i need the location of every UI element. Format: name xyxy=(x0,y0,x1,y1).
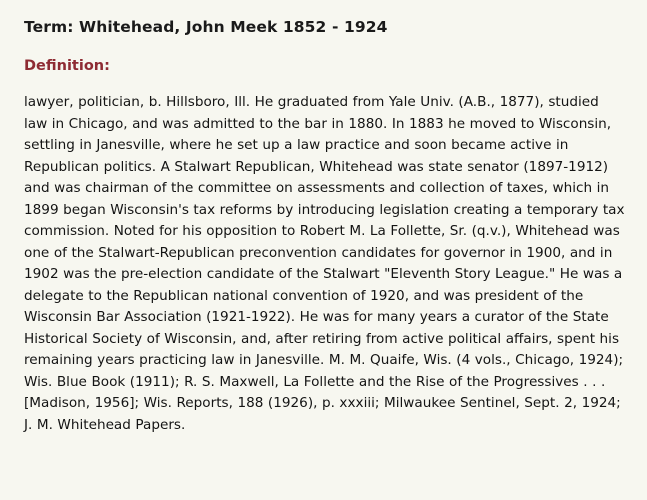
definition-text: lawyer, politician, b. Hillsboro, Ill. He graduated from Yale Univ. (A.B., 1877), studied law in Chicago, and was admitted to the bar in 1880. In 1883 he moved to Wisconsin, settling in Janesville, where he set up a law practice and soon became active in Republican politics. A Stalwart Republican, Whitehead was state senator (1897-1912) and was chairman of the committee on assessments and collection of taxes, which in 1899 began Wisconsin's tax reforms by introducing legislation creating a temporary tax commission. Noted for his opposition to Robert M. La Follette, Sr. (q.v.), Whitehead was one of the Stalwart-Republican preconvention candidates for governor in 1900, and in 1902 was the pre-election candidate of the Stalwart "Eleventh Story League." He was a delegate to the Republican national convention of 1920, and was president of the Wisconsin Bar Association (1921-1922). He was for many years a curator of the State Historical Society of Wisconsin, and, after retiring from active political affairs, spent his remaining years practicing law in Janesville. M. M. Quaife, Wis. (4 vols., Chicago, 1924); Wis. Blue Book (1911); R. S. Maxwell, La Follette and the Rise of the Progressives . . . [Madison, 1956]; Wis. Reports, 188 (1926), p. xxxiii; Milwaukee Sentinel, Sept. 2, 1924; J. M. Whitehead Papers. xyxy=(24,94,625,433)
definition-label: Definition: xyxy=(24,58,110,74)
page-title: Term: Whitehead, John Meek 1852 - 1924 xyxy=(24,18,388,36)
